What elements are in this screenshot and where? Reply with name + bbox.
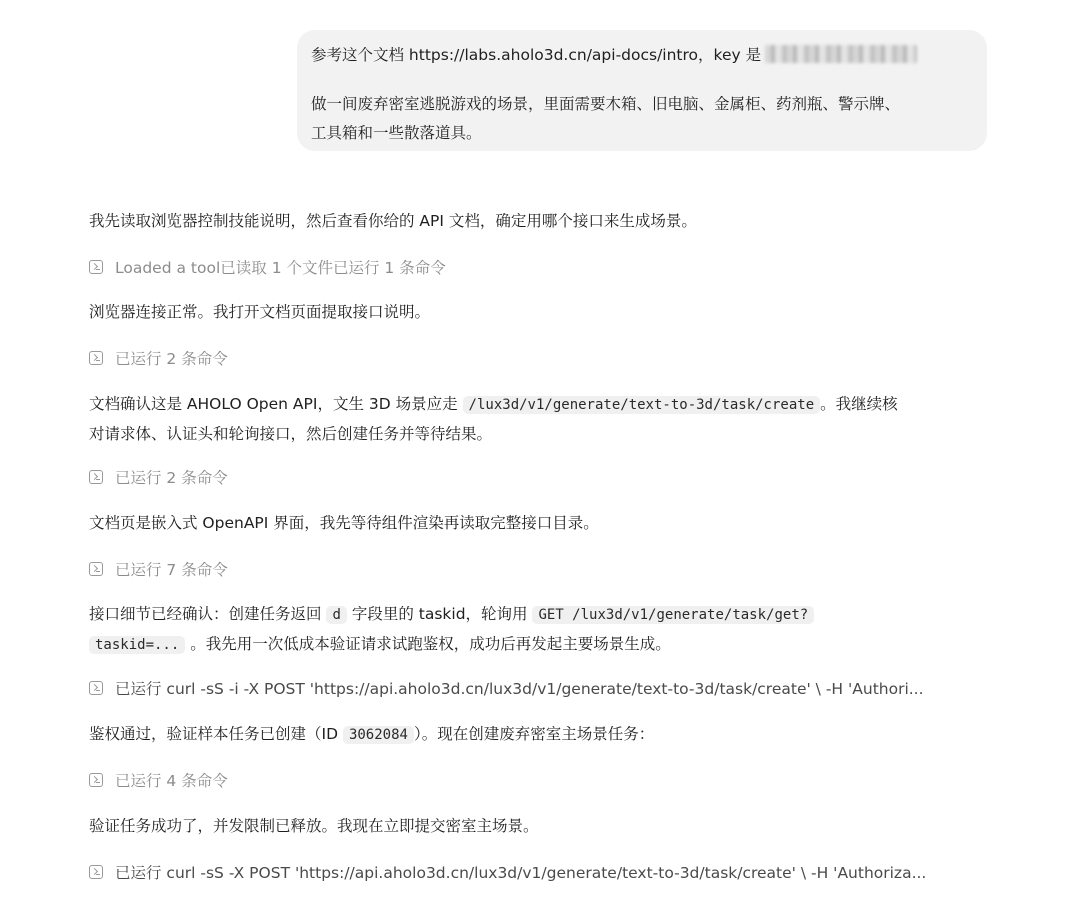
terminal-icon xyxy=(89,260,103,274)
assistant-message: 浏览器连接正常。我打开文档页面提取接口说明。 xyxy=(89,303,431,321)
tool-call-summary[interactable] xyxy=(89,677,989,699)
tool-call-label: Loaded a tool已读取 1 个文件已运行 1 条命令 xyxy=(115,259,446,277)
assistant-message xyxy=(89,720,994,750)
tool-call-label: 已运行 4 条命令 xyxy=(115,772,228,790)
message-text: 对请求体、认证头和轮询接口，然后创建任务并等待结果。 xyxy=(89,425,493,443)
tool-call-summary[interactable] xyxy=(89,466,989,488)
message-text: 字段里的 taskid，轮询用 xyxy=(351,605,528,623)
terminal-icon xyxy=(89,681,103,695)
terminal-icon xyxy=(89,865,103,879)
message-text: ）。现在创建废弃密室主场景任务： xyxy=(413,725,655,743)
tool-call-label: 已运行 7 条命令 xyxy=(115,561,228,579)
assistant-message: 验证任务成功了，并发限制已释放。我现在立即提交密室主场景。 xyxy=(89,817,539,835)
terminal-icon xyxy=(89,773,103,787)
message-text: 鉴权通过，验证样本任务已创建（ID xyxy=(89,725,339,743)
tool-call-summary[interactable] xyxy=(89,769,989,791)
user-message-text: 参考这个文档 https://labs.aholo3d.cn/api-docs/intro，key 是 xyxy=(311,46,762,64)
terminal-icon xyxy=(89,562,103,576)
user-message-line xyxy=(311,41,973,70)
tool-call-label: 已运行 2 条命令 xyxy=(115,469,228,487)
message-text: 文档确认这是 AHOLO Open API，文生 3D 场景应走 xyxy=(89,395,458,413)
assistant-message xyxy=(89,600,994,660)
tool-call-label: 已运行 curl -sS -X POST 'https://api.aholo3d.cn/lux3d/v1/generate/text-to-3d/task/create' \ -H 'Authoriza... xyxy=(115,864,927,882)
assistant-message: 我先读取浏览器控制技能说明，然后查看你给的 API 文档，确定用哪个接口来生成场景。 xyxy=(89,212,697,230)
tool-call-label: 已运行 2 条命令 xyxy=(115,350,228,368)
user-message-line: 做一间废弃密室逃脱游戏的场景，里面需要木箱、旧电脑、金属柜、药剂瓶、警示牌、 xyxy=(311,95,901,113)
terminal-icon xyxy=(89,351,103,365)
tool-call-summary[interactable] xyxy=(89,558,989,580)
terminal-icon xyxy=(89,470,103,484)
assistant-message: 文档页是嵌入式 OpenAPI 界面，我先等待组件渲染再读取完整接口目录。 xyxy=(89,514,599,532)
inline-code: /lux3d/v1/generate/text-to-3d/task/create xyxy=(463,396,821,414)
tool-call-label: 已运行 curl -sS -i -X POST 'https://api.aholo3d.cn/lux3d/v1/generate/text-to-3d/task/create' \ -H 'Authori... xyxy=(115,680,924,698)
inline-code: 3062084 xyxy=(343,726,414,744)
inline-code: d xyxy=(326,606,346,624)
tool-call-summary[interactable] xyxy=(89,256,989,278)
message-text: 接口细节已经确认：创建任务返回 xyxy=(89,605,322,623)
message-text: 。我继续核 xyxy=(820,395,898,413)
inline-code: GET /lux3d/v1/generate/task/get? xyxy=(532,606,814,624)
message-text: 。我先用一次低成本验证请求试跑鉴权，成功后再发起主要场景生成。 xyxy=(190,635,671,653)
tool-call-summary[interactable] xyxy=(89,861,989,883)
inline-code: taskid=... xyxy=(89,636,185,654)
user-message-bubble xyxy=(297,30,987,151)
tool-call-summary[interactable] xyxy=(89,347,989,369)
assistant-message xyxy=(89,390,994,449)
user-message-line: 工具箱和一些散落道具。 xyxy=(311,124,482,142)
redacted-key xyxy=(765,45,917,63)
